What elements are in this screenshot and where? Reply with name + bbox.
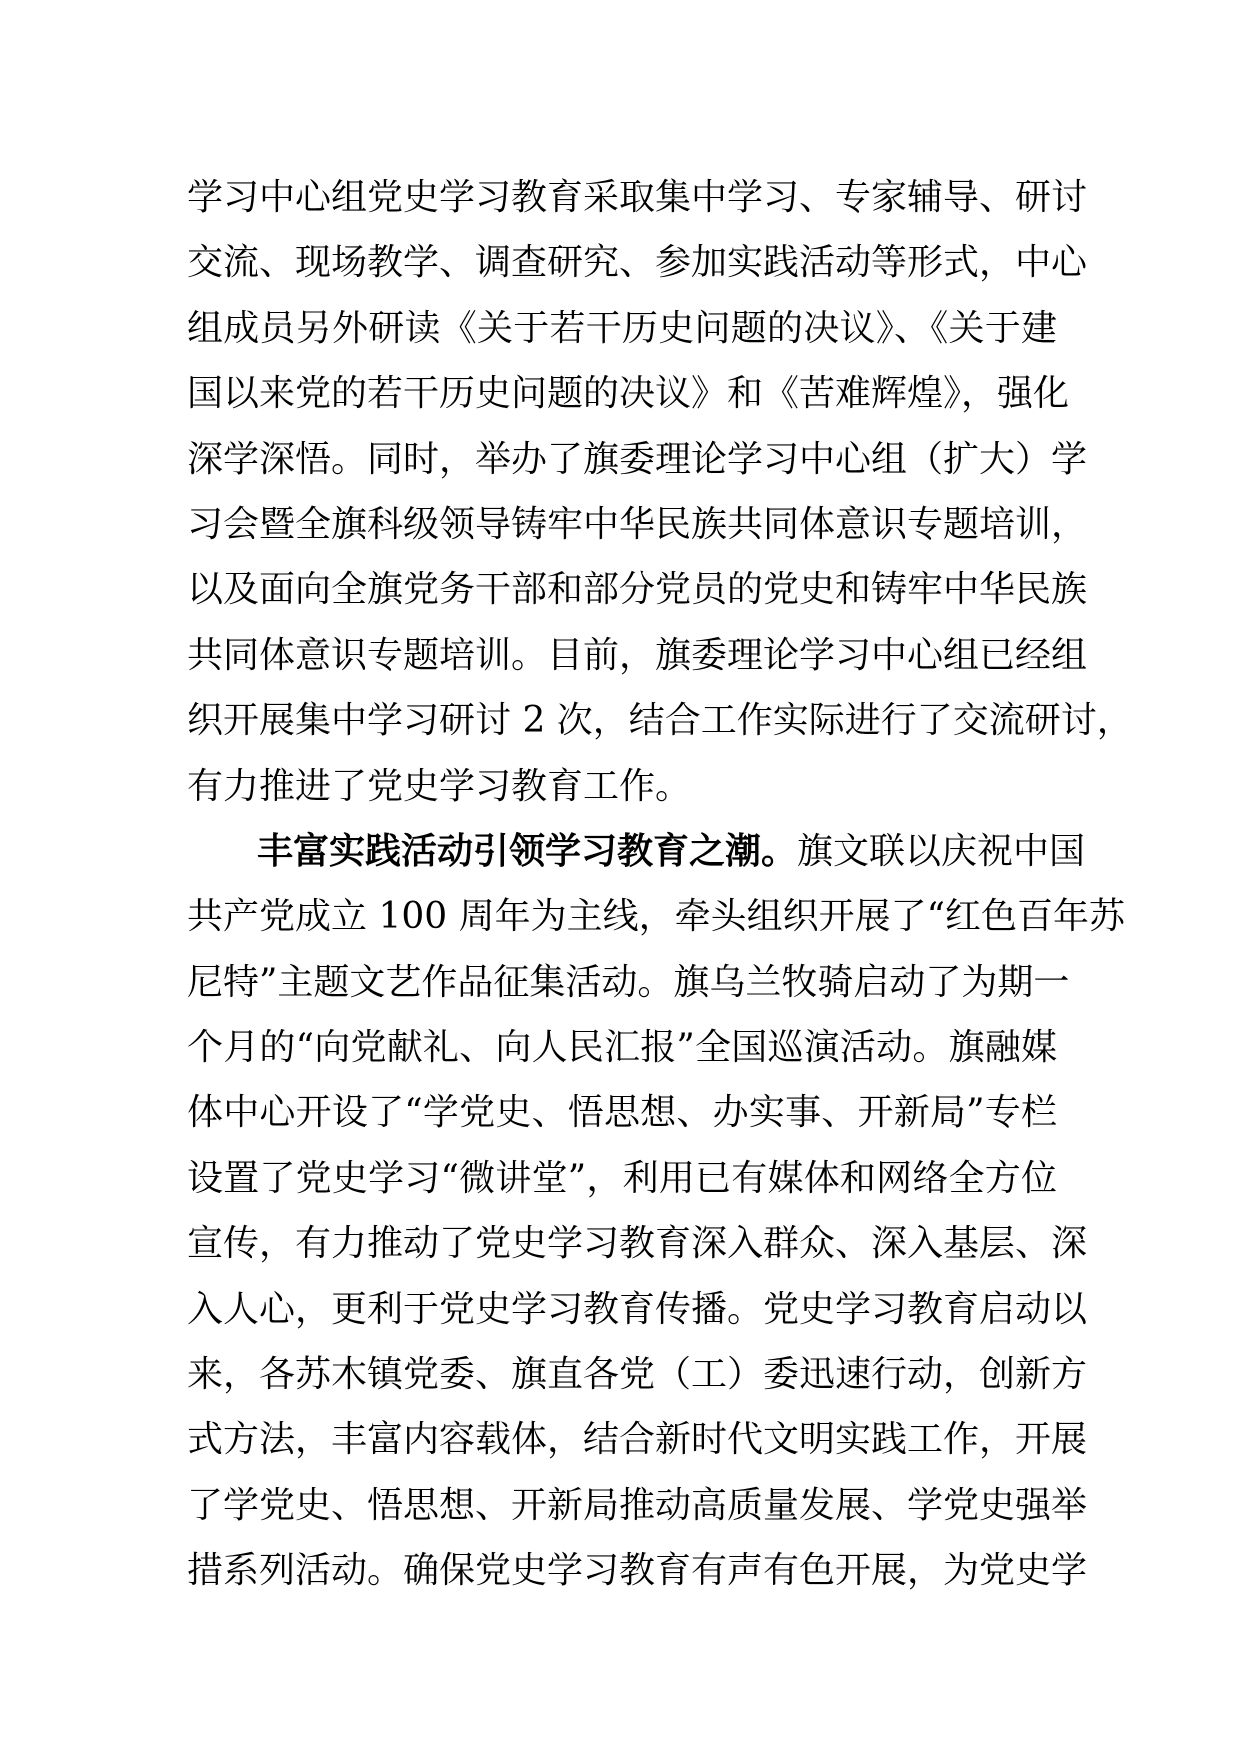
- text-line: 宣传，有力推动了党史学习教育深入群众、深入基层、深: [187, 1223, 1088, 1265]
- paragraph-2: [187, 819, 1126, 1604]
- text-line: 学习中心组党史学习教育采取集中学习、专家辅导、研讨: [187, 177, 1088, 218]
- text-line: 个月的“向党献礼、向人民汇报”全国巡演活动。旗融媒: [187, 1027, 1057, 1069]
- text-line: 共同体意识专题培训。目前，旗委理论学习中心组已经组: [187, 634, 1088, 676]
- text-line: 以及面向全旗党务干部和部分党员的党史和铸牢中华民族: [187, 569, 1088, 611]
- text-line: 习会暨全旗科级领导铸牢中华民族共同体意识专题培训，: [187, 503, 1088, 545]
- text-line: 深学深悟。同时，举办了旗委理论学习中心组（扩大）学: [187, 438, 1088, 480]
- text-line: 式方法，丰富内容载体，结合新时代文明实践工作，开展: [187, 1419, 1088, 1461]
- text-line: 组成员另外研读《关于若干历史问题的决议》、《关于建: [187, 307, 1057, 349]
- text-line: 尼特”主题文艺作品征集活动。旗乌兰牧骑启动了为期一: [187, 961, 1070, 1003]
- text-line: 国以来党的若干历史问题的决议》和《苦难辉煌》，强化: [187, 373, 1070, 415]
- text-line: 共产党成立 100 周年为主线，牵头组织开展了“红色百年苏: [187, 896, 1126, 938]
- text-line: 体中心开设了“学党史、悟思想、办实事、开新局”专栏: [187, 1092, 1057, 1134]
- text-line: 了学党史、悟思想、开新局推动高质量发展、学党史强举: [187, 1484, 1088, 1526]
- paragraph-1: [187, 165, 1133, 819]
- body-text: [187, 165, 1133, 1604]
- text-line: 织开展集中学习研讨 2 次，结合工作实际进行了交流研讨，: [187, 700, 1133, 742]
- text-line: 设置了党史学习“微讲堂”，利用已有媒体和网络全方位: [187, 1157, 1057, 1199]
- text-line: 有力推进了党史学习教育工作。: [187, 765, 692, 807]
- text-line: 入人心，更利于党史学习教育传播。党史学习教育启动以: [187, 1288, 1088, 1330]
- paragraph-heading: 丰富实践活动引领学习教育之潮。: [257, 829, 798, 872]
- text-line: 措系列活动。确保党史学习教育有声有色开展，为党史学: [187, 1550, 1088, 1592]
- paragraph-first-line: [187, 819, 1086, 884]
- text-run: 旗文联以庆祝中国: [797, 830, 1086, 872]
- text-line: 交流、现场教学、调查研究、参加实践活动等形式，中心: [187, 242, 1088, 284]
- text-line: 来，各苏木镇党委、旗直各党（工）委迅速行动，创新方: [187, 1354, 1088, 1396]
